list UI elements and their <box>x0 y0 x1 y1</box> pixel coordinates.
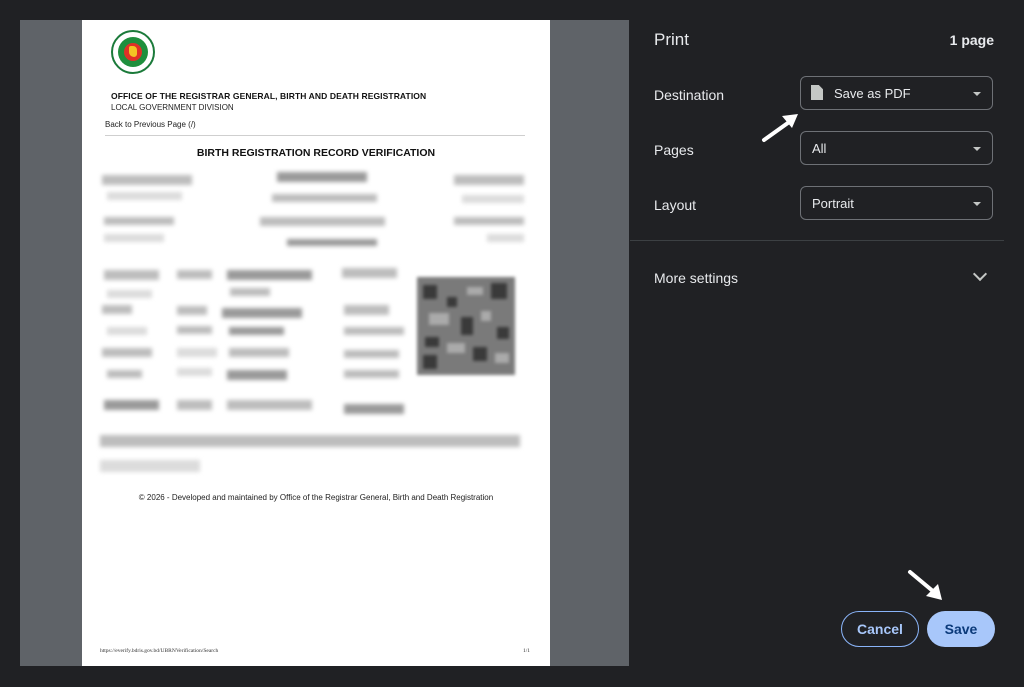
annotation-arrow-icon <box>904 566 946 604</box>
page-indicator: 1/1 <box>523 648 531 654</box>
document-heading: BIRTH REGISTRATION RECORD VERIFICATION <box>196 147 436 159</box>
pages-label: Pages <box>654 142 694 158</box>
save-button[interactable]: Save <box>927 611 995 647</box>
dropdown-caret-icon <box>973 92 981 96</box>
preview-page <box>82 20 550 666</box>
back-link: Back to Previous Page (/) <box>105 120 196 129</box>
panel-divider <box>630 240 1004 241</box>
dropdown-caret-icon <box>973 147 981 151</box>
government-emblem-icon <box>111 30 155 74</box>
destination-label: Destination <box>654 87 725 103</box>
page-count: 1 page <box>949 32 994 48</box>
more-settings-toggle[interactable]: More settings <box>654 270 739 286</box>
layout-label: Layout <box>654 197 697 213</box>
document-icon <box>811 85 823 100</box>
footer-copyright: © 2026 - Developed and maintained by Office of the Registrar General, Birth and Death Registration <box>138 493 494 502</box>
cancel-button[interactable]: Cancel <box>841 611 919 647</box>
annotation-arrow-icon <box>758 110 802 146</box>
pages-select[interactable] <box>800 131 993 165</box>
divider <box>105 135 525 136</box>
panel-title: Print <box>654 30 689 49</box>
dropdown-caret-icon <box>973 202 981 206</box>
pages-value: All <box>812 141 827 156</box>
print-settings-panel <box>630 0 1024 687</box>
layout-value: Portrait <box>812 196 854 211</box>
footer-url: https://everify.bdris.gov.bd/UBRNVerification/Search <box>100 648 219 654</box>
layout-select[interactable] <box>800 186 993 220</box>
chevron-down-icon[interactable] <box>973 267 987 281</box>
destination-value: Save as PDF <box>834 86 911 101</box>
office-subtitle: LOCAL GOVERNMENT DIVISION <box>111 103 234 112</box>
office-title: OFFICE OF THE REGISTRAR GENERAL, BIRTH AND DEATH REGISTRATION <box>111 91 427 101</box>
destination-select[interactable] <box>800 76 993 110</box>
qr-code-redacted <box>417 277 515 375</box>
